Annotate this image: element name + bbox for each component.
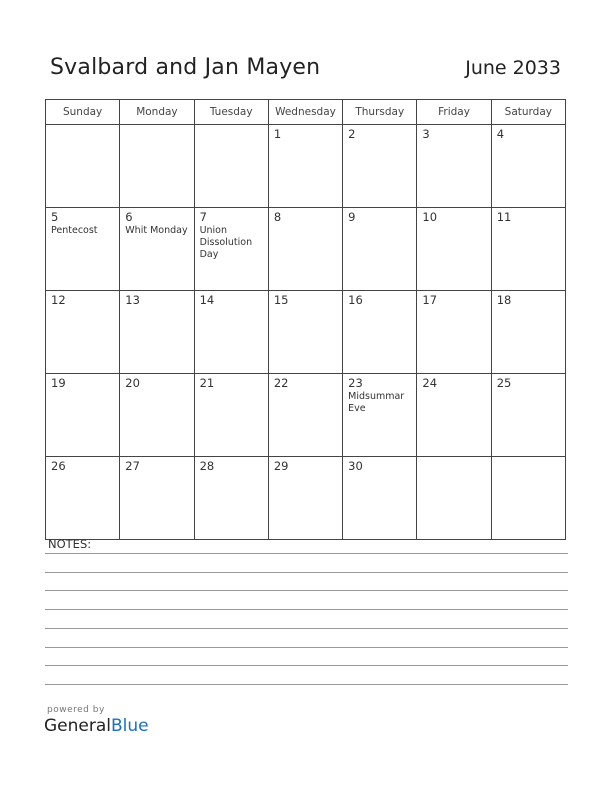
day-cell xyxy=(491,291,565,374)
day-cell xyxy=(46,291,120,374)
weekday-header: Saturday xyxy=(491,100,565,125)
day-number: 13 xyxy=(125,293,140,307)
holiday-label: Union Dissolution Day xyxy=(199,225,253,260)
day-number: 28 xyxy=(199,459,215,473)
day-cell xyxy=(491,208,565,291)
day-number: 5 xyxy=(51,210,59,224)
day-cell xyxy=(268,291,342,374)
notes-label: NOTES: xyxy=(48,537,92,551)
day-number: 4 xyxy=(496,127,505,141)
day-number: 7 xyxy=(199,210,207,224)
note-line xyxy=(45,665,568,666)
day-number: 18 xyxy=(496,293,512,307)
weekday-header-row xyxy=(46,100,566,125)
day-cell xyxy=(194,208,268,291)
day-cell xyxy=(120,374,194,457)
day-number: 26 xyxy=(51,459,66,473)
day-number: 29 xyxy=(273,459,289,473)
day-number: 9 xyxy=(348,210,356,224)
day-cell xyxy=(417,208,491,291)
day-cell xyxy=(120,457,194,540)
day-number: 23 xyxy=(348,376,363,390)
brand-general: General xyxy=(44,716,111,736)
day-number: 21 xyxy=(199,376,215,390)
day-number: 6 xyxy=(125,210,133,224)
empty-day-cell xyxy=(417,457,491,540)
empty-day-cell xyxy=(46,125,120,208)
empty-day-cell xyxy=(491,457,565,540)
week-row xyxy=(46,208,566,291)
note-line xyxy=(45,590,568,591)
powered-by-text: powered by xyxy=(47,705,105,715)
day-cell xyxy=(120,291,194,374)
day-cell xyxy=(46,374,120,457)
weekday-header: Thursday xyxy=(343,100,417,125)
note-line xyxy=(45,572,568,573)
brand-logo xyxy=(44,716,149,736)
day-number: 10 xyxy=(422,210,438,224)
day-cell xyxy=(194,457,268,540)
day-number: 19 xyxy=(51,376,66,390)
week-row xyxy=(46,457,566,540)
holiday-label: Whit Monday xyxy=(125,225,188,236)
week-row xyxy=(46,125,566,208)
day-cell xyxy=(417,374,491,457)
day-cell xyxy=(268,208,342,291)
calendar-grid xyxy=(45,99,566,540)
day-number: 15 xyxy=(273,293,289,307)
note-line xyxy=(45,553,568,554)
day-cell xyxy=(491,374,565,457)
weekday-header: Sunday xyxy=(46,100,120,125)
day-number: 11 xyxy=(496,210,512,224)
day-number: 17 xyxy=(422,293,438,307)
day-number: 30 xyxy=(348,459,363,473)
calendar-title: Svalbard and Jan Mayen xyxy=(50,55,321,80)
day-cell xyxy=(343,125,417,208)
day-cell xyxy=(343,457,417,540)
day-cell xyxy=(268,457,342,540)
holiday-label: Pentecost xyxy=(51,225,98,236)
day-cell xyxy=(46,208,120,291)
day-cell xyxy=(194,291,268,374)
day-cell xyxy=(417,125,491,208)
day-number: 25 xyxy=(496,376,512,390)
weekday-header: Wednesday xyxy=(268,100,342,125)
day-cell xyxy=(194,374,268,457)
day-number: 1 xyxy=(273,127,282,141)
day-number: 8 xyxy=(273,210,282,224)
day-cell xyxy=(343,291,417,374)
day-number: 2 xyxy=(348,127,356,141)
day-number: 24 xyxy=(422,376,438,390)
weekday-header: Monday xyxy=(120,100,194,125)
weekday-header: Friday xyxy=(417,100,491,125)
day-number: 27 xyxy=(125,459,140,473)
day-cell xyxy=(417,291,491,374)
empty-day-cell xyxy=(120,125,194,208)
note-line xyxy=(45,628,568,629)
week-row xyxy=(46,374,566,457)
month-label: June 2033 xyxy=(465,57,561,79)
note-line xyxy=(45,684,568,685)
day-cell xyxy=(343,208,417,291)
day-cell xyxy=(343,374,417,457)
week-row xyxy=(46,291,566,374)
day-cell xyxy=(46,457,120,540)
day-cell xyxy=(120,208,194,291)
day-cell xyxy=(491,125,565,208)
note-line xyxy=(45,647,568,648)
day-number: 22 xyxy=(273,376,289,390)
note-line xyxy=(45,609,568,610)
day-cell xyxy=(268,374,342,457)
day-number: 12 xyxy=(51,293,66,307)
holiday-label: Midsummar Eve xyxy=(348,391,405,414)
empty-day-cell xyxy=(194,125,268,208)
day-number: 14 xyxy=(199,293,215,307)
day-number: 3 xyxy=(422,127,430,141)
day-number: 20 xyxy=(125,376,140,390)
day-number: 16 xyxy=(348,293,363,307)
weekday-header: Tuesday xyxy=(194,100,268,125)
day-cell xyxy=(268,125,342,208)
brand-blue: Blue xyxy=(111,716,149,736)
